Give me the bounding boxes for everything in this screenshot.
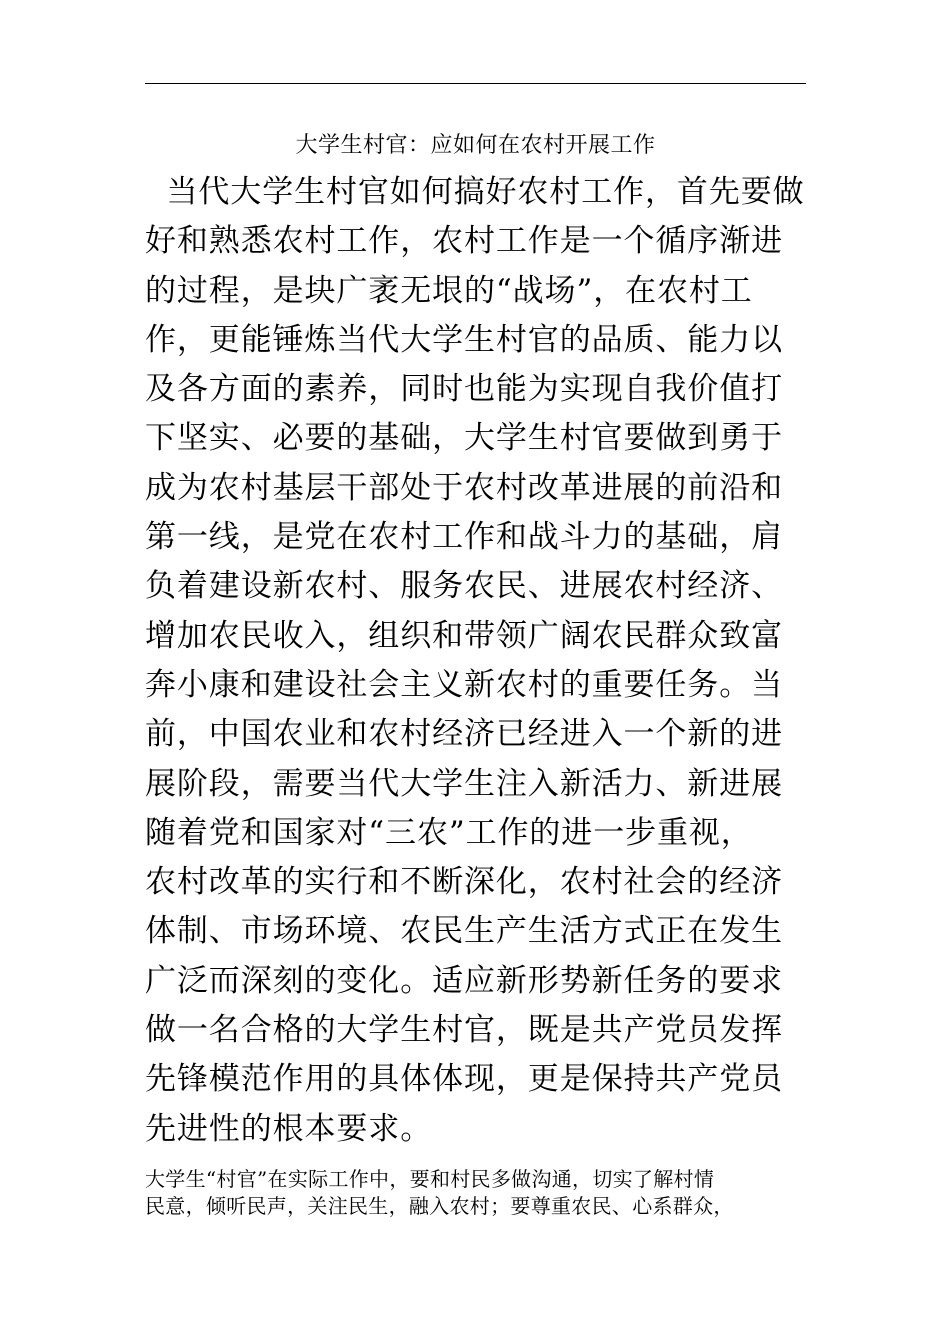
document-title: 大学生村官：应如何在农村开展工作 (295, 133, 656, 158)
body-line: 作，更能锤炼当代大学生村官的品质、能力以 (145, 321, 783, 358)
body-line: 展阶段，需要当代大学生注入新活力、新进展 (145, 765, 783, 802)
small-text-line: 民意，倾听民声，关注民生，融入农村；要尊重农民、心系群众， (145, 1194, 734, 1218)
small-text-line: 大学生“村官”在实际工作中，要和村民多做沟通，切实了解村情 (145, 1167, 715, 1191)
body-line: 负着建设新农村、服务农民、进展农村经济、 (145, 568, 783, 605)
body-line: 好和熟悉农村工作，农村工作是一个循序渐进 (145, 223, 783, 260)
body-line: 增加农民收入，组织和带领广阔农民群众致富 (145, 617, 783, 654)
body-line: 先锋模范作用的具体体现，更是保持共产党员 (145, 1061, 783, 1098)
body-paragraph (145, 168, 806, 1154)
body-line: 农村改革的实行和不断深化，农村社会的经济 (145, 864, 783, 901)
small-text-paragraph (145, 1166, 806, 1220)
body-line: 广泛而深刻的变化。适应新形势新任务的要求 (145, 962, 783, 999)
body-line: 的过程，是块广袤无垠的“战场”，在农村工 (145, 272, 753, 309)
body-line: 体制、市场环境、农民生产生活方式正在发生 (145, 913, 783, 950)
body-line: 随着党和国家对“三农”工作的进一步重视， (145, 814, 753, 851)
body-line: 前，中国农业和农村经济已经进入一个新的进 (145, 716, 783, 753)
body-line: 第一线，是党在农村工作和战斗力的基础，肩 (145, 519, 783, 556)
body-line: 奔小康和建设社会主义新农村的重要任务。当 (145, 666, 783, 703)
body-line: 先进性的根本要求。 (145, 1110, 433, 1147)
body-line: 下坚实、必要的基础，大学生村官要做到勇于 (145, 420, 783, 457)
body-line: 及各方面的素养，同时也能为实现自我价值打 (145, 371, 783, 408)
header-rule (145, 83, 806, 84)
body-line: 成为农村基层干部处于农村改革进展的前沿和 (145, 469, 783, 506)
body-line: 做一名合格的大学生村官，既是共产党员发挥 (145, 1012, 783, 1049)
body-line: 当代大学生村官如何搞好农村工作，首先要做 (145, 174, 805, 210)
